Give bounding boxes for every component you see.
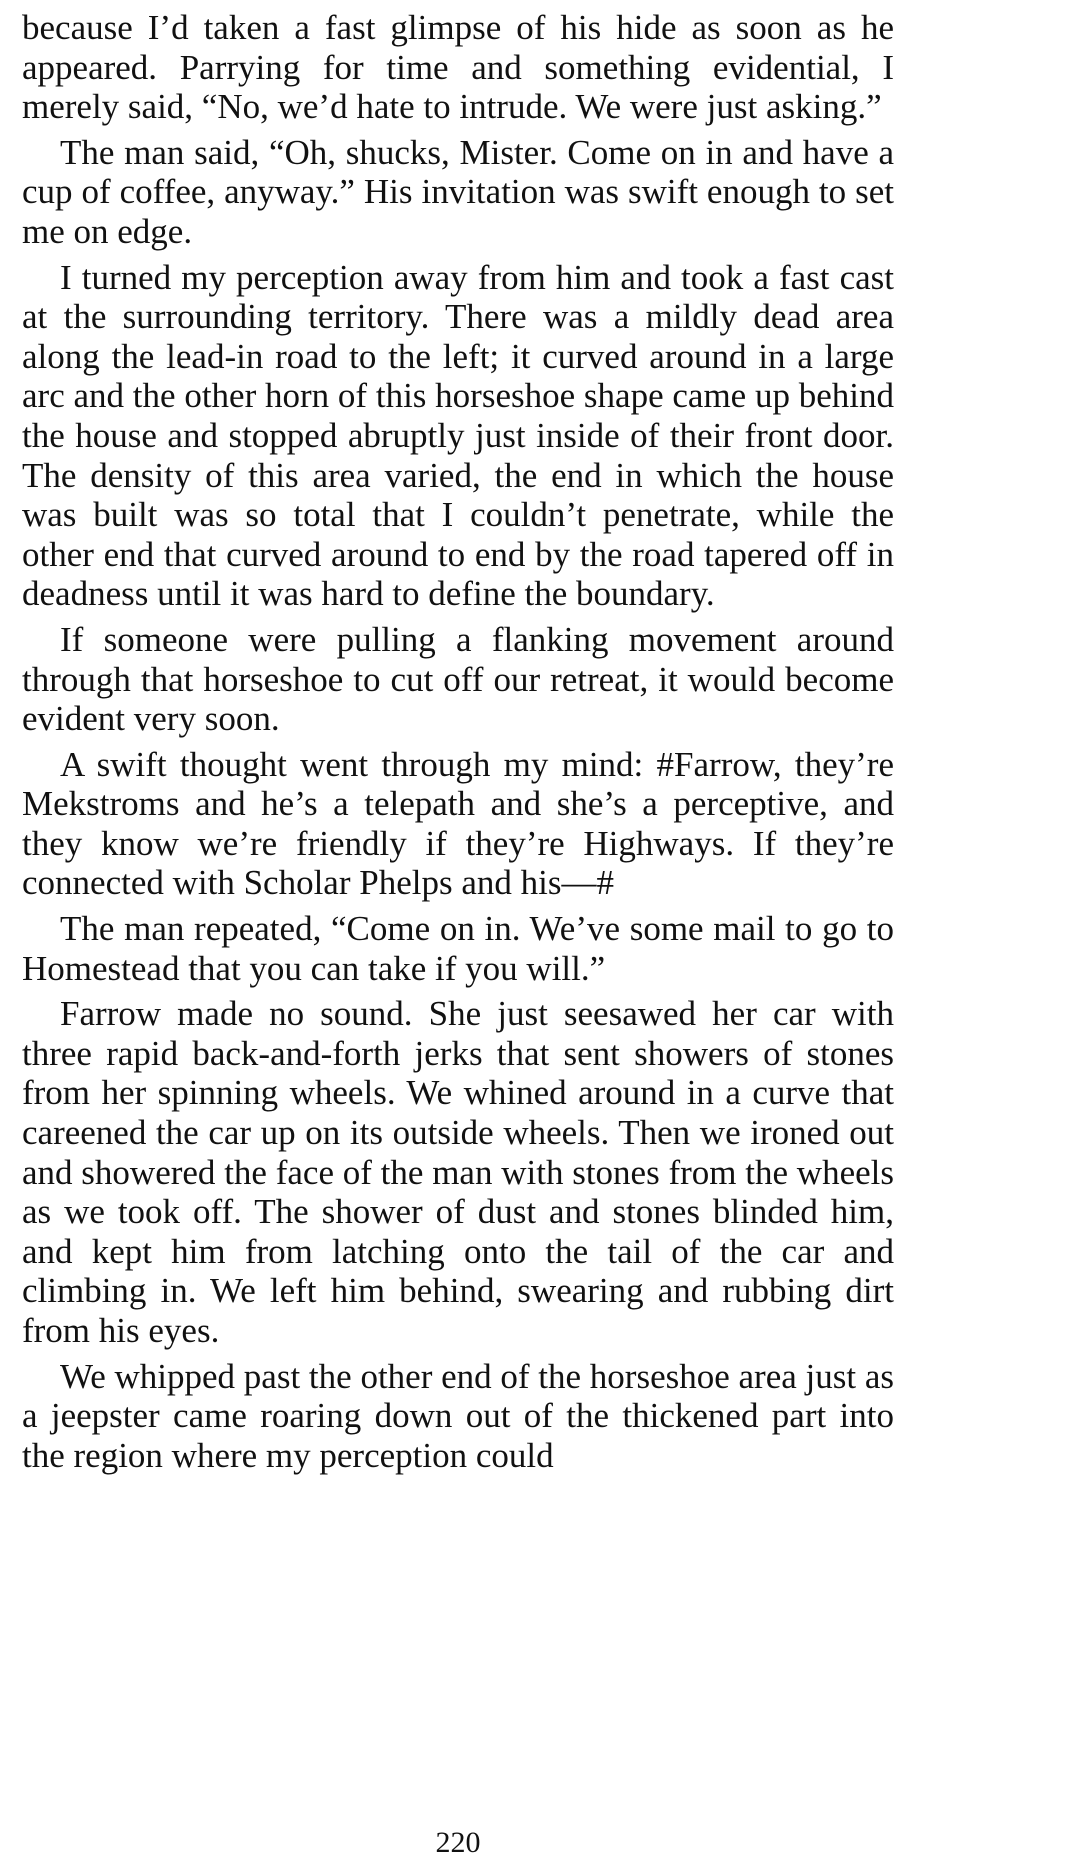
paragraph-3: I turned my perception away from him and took a fast cast at the surrounding territory. There was a mildly dead area along the lead-in road to the left; it curved around in a large arc and the other horn of this horseshoe shape came up behind the house and stopped abruptly just inside of their front door. The density of this area varied, the end in which the house was built was so total that I couldn’t penetrate, while the other end that curved around to end by the road tapered off in deadness until it was hard to define the boundary. <box>22 257 894 614</box>
paragraph-2: The man said, “Oh, shucks, Mister. Come on in and have a cup of coffee, anyway.” His invitation was swift enough to set me on edge. <box>22 132 894 251</box>
book-page <box>22 8 894 1858</box>
paragraph-5: A swift thought went through my mind: #Farrow, they’re Mekstroms and he’s a telepath and she’s a perceptive, and they know we’re friendly if they’re Highways. If they’re connected with Scholar Phelps and his—# <box>22 744 894 903</box>
paragraph-4: If someone were pulling a flanking movement around through that horseshoe to cut off our retreat, it would become evident very soon. <box>22 619 894 739</box>
paragraph-7: Farrow made no sound. She just seesawed her car with three rapid back-and-forth jerks that sent showers of stones from her spinning wheels. We whined around in a curve that careened the car up on its outside wheels. Then we ironed out and showered the face of the man with stones from the wheels as we took off. The shower of dust and stones blinded him, and kept him from latching onto the tail of the car and climbing in. We left him behind, swearing and rubbing dirt from his eyes. <box>22 994 894 1350</box>
paragraph-8: We whipped past the other end of the horseshoe area just as a jeepster came roaring down out of the thickened part into the region where my perception could <box>22 1356 895 1475</box>
paragraph-6: The man repeated, “Come on in. We’ve some mail to go to Homestead that you can take if you will.” <box>22 909 894 988</box>
page-number: 220 <box>435 1826 481 1859</box>
paragraph-1: because I’d taken a fast glimpse of his hide as soon as he appeared. Parrying for time and something evidential, I merely said, “No, we’d hate to intrude. We were just asking.” <box>22 8 894 127</box>
